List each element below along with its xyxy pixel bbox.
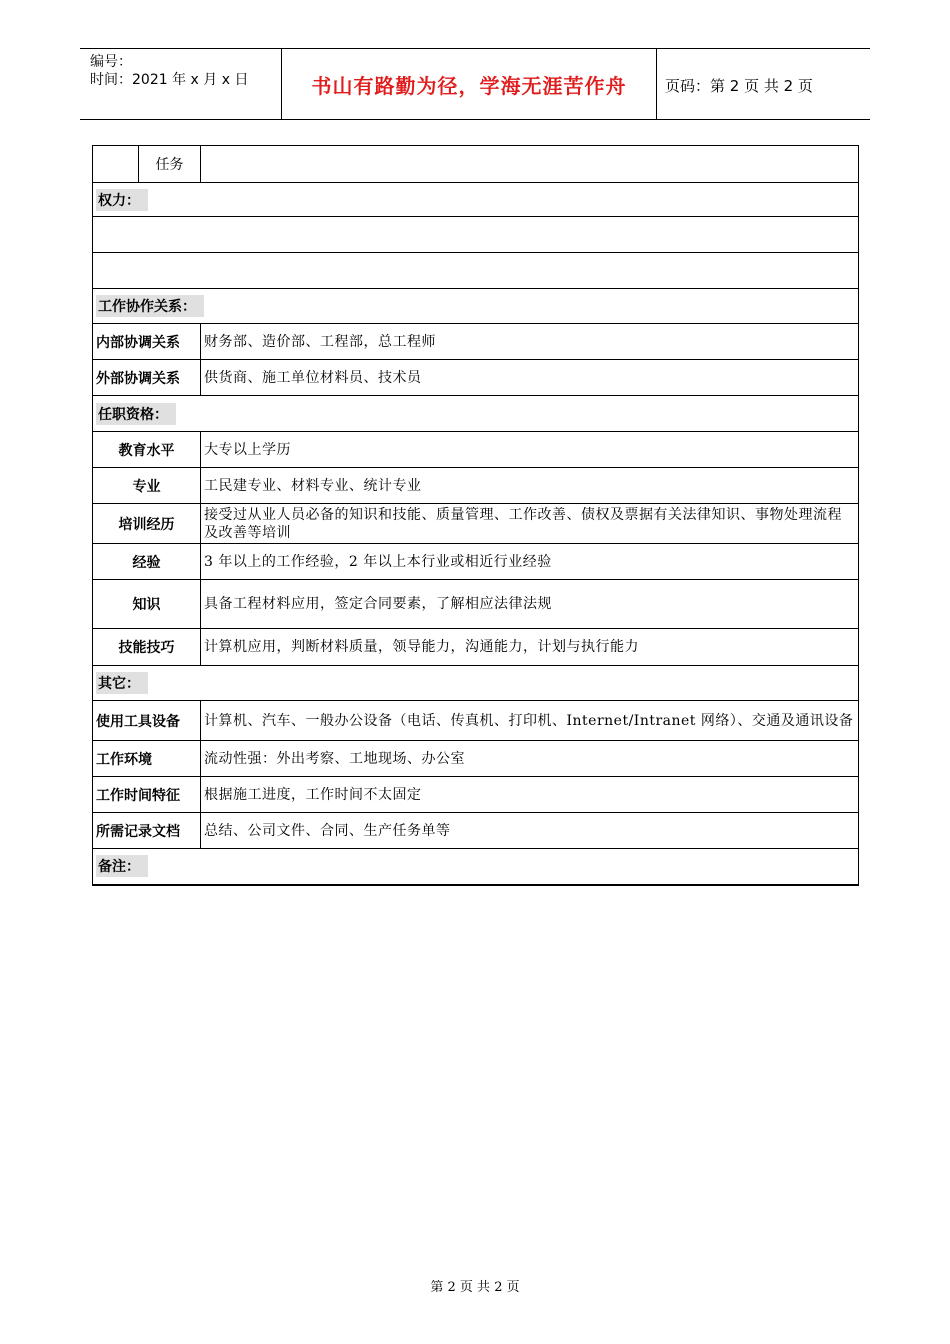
- row-value: 计算机、汽车、一般办公设备（电话、传真机、打印机、Internet/Intranet 网络）、交通及通讯设备: [201, 701, 859, 741]
- task-value: [201, 146, 859, 183]
- section-title: 任职资格：: [96, 403, 176, 425]
- other-row: [93, 701, 859, 741]
- row-value: 大专以上学历: [201, 432, 859, 468]
- row-value: 接受过从业人员必备的知识和技能、质量管理、工作改善、债权及票据有关法律知识、事物处理流程及改善等培训: [201, 504, 859, 544]
- row-label: 教育水平: [93, 432, 201, 468]
- task-blank-cell: [93, 146, 139, 183]
- other-row: [93, 777, 859, 813]
- page-header: [80, 48, 870, 120]
- header-meta: [90, 53, 282, 89]
- row-label: 工作环境: [93, 741, 201, 777]
- section-title: 工作协作关系：: [96, 295, 204, 317]
- section-qualification: [93, 396, 859, 432]
- section-other: [93, 666, 859, 701]
- qual-row: [93, 629, 859, 666]
- qual-row: [93, 432, 859, 468]
- section-collaboration: [93, 289, 859, 324]
- row-value: 具备工程材料应用，签定合同要素，了解相应法律法规: [201, 580, 859, 629]
- row-value: 总结、公司文件、合同、生产任务单等: [201, 813, 859, 849]
- row-label: 培训经历: [93, 504, 201, 544]
- row-value: 供货商、施工单位材料员、技术员: [201, 360, 859, 396]
- authority-row: [93, 253, 859, 289]
- row-value: 3 年以上的工作经验，2 年以上本行业或相近行业经验: [201, 544, 859, 580]
- time-label: 时间：2021 年 x 月 x 日: [90, 72, 249, 88]
- row-label: 所需记录文档: [93, 813, 201, 849]
- task-label: 任务: [139, 146, 201, 183]
- row-label: 专业: [93, 468, 201, 504]
- task-row: [93, 146, 859, 183]
- collab-row: [93, 324, 859, 360]
- row-value: 计算机应用，判断材料质量，领导能力，沟通能力，计划与执行能力: [201, 629, 859, 666]
- section-title: 备注：: [96, 855, 148, 877]
- section-title: 其它：: [96, 672, 148, 694]
- section-authority: [93, 183, 859, 217]
- row-label: 使用工具设备: [93, 701, 201, 741]
- qual-row: [93, 468, 859, 504]
- row-value: 流动性强：外出考察、工地现场、办公室: [201, 741, 859, 777]
- row-value: 工民建专业、材料专业、统计专业: [201, 468, 859, 504]
- job-description-table: [92, 145, 859, 886]
- row-label: 经验: [93, 544, 201, 580]
- page-footer: 第 2 页 共 2 页: [430, 1280, 520, 1295]
- collab-row: [93, 360, 859, 396]
- page-indicator: 页码：第 2 页 共 2 页: [665, 77, 813, 95]
- row-label: 工作时间特征: [93, 777, 201, 813]
- row-label: 技能技巧: [93, 629, 201, 666]
- section-title: 权力：: [96, 189, 148, 211]
- authority-row: [93, 217, 859, 253]
- other-row: [93, 813, 859, 849]
- motto: 书山有路勤为径，学海无涯苦作舟: [281, 49, 657, 119]
- row-label: 知识: [93, 580, 201, 629]
- other-row: [93, 741, 859, 777]
- qual-row: [93, 544, 859, 580]
- qual-row: [93, 504, 859, 544]
- row-value: 根据施工进度，工作时间不太固定: [201, 777, 859, 813]
- row-label: 外部协调关系: [93, 360, 201, 396]
- row-label: 内部协调关系: [93, 324, 201, 360]
- section-remark: [93, 849, 859, 885]
- row-value: 财务部、造价部、工程部，总工程师: [201, 324, 859, 360]
- qual-row: [93, 580, 859, 629]
- number-label: 编号：: [90, 54, 132, 70]
